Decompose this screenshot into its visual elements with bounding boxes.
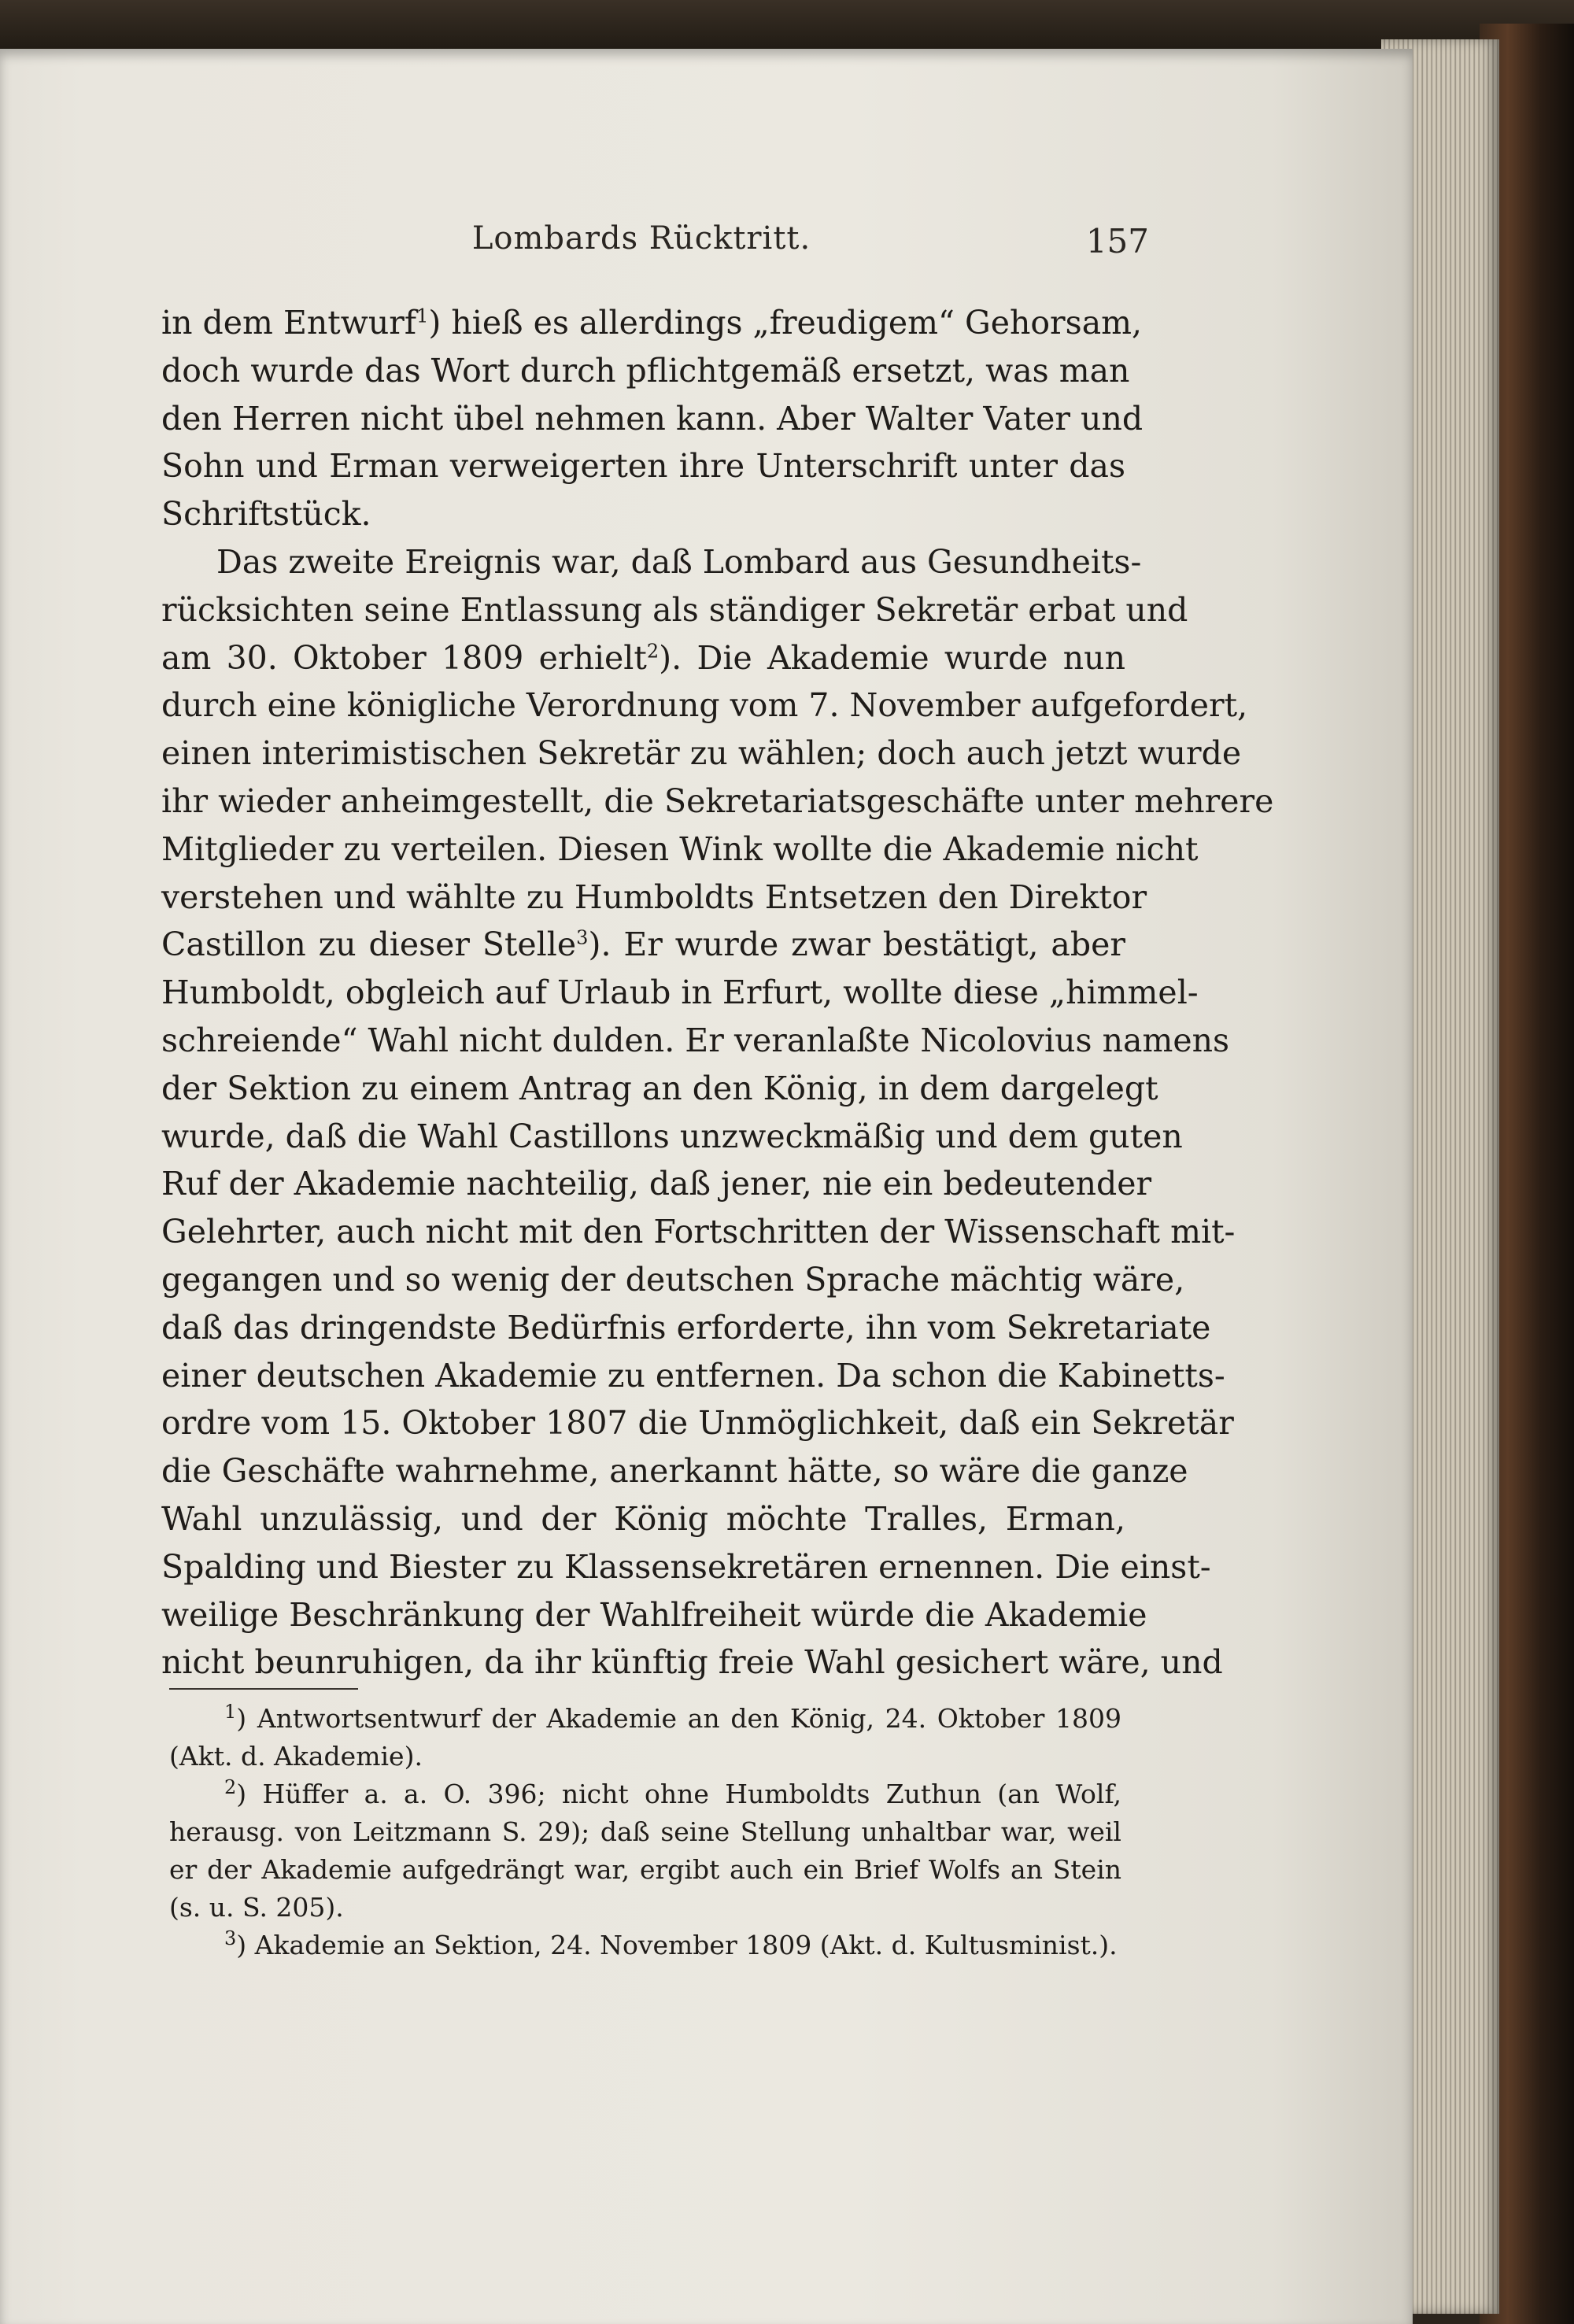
text-line: den Herren nicht übel nehmen kann. Aber Walter Vater und xyxy=(161,399,1144,438)
text-line: einen interimistischen Sekretär zu wählen; doch auch jetzt wurde xyxy=(161,734,1242,773)
text-line: durch eine königliche Verordnung vom 7. November aufgefordert, xyxy=(161,686,1248,725)
footnote-line: $^1$) Antwortsentwurf der Akademie an den König, 24. Oktober 1809 xyxy=(224,1701,1121,1734)
body-text xyxy=(161,299,1274,1687)
text-line: weilige Beschränkung der Wahlfreiheit würde die Akademie xyxy=(161,1595,1147,1634)
running-title: Lombards Rücktritt. xyxy=(471,220,811,257)
footnote-line: $^2$) Hüffer a. a. O. 396; nicht ohne Humboldts Zuthun (an Wolf, xyxy=(224,1776,1121,1809)
text-line: Gelehrter, auch nicht mit den Fortschritten der Wissenschaft mit- xyxy=(161,1213,1236,1251)
photo-backdrop-top xyxy=(0,0,1574,55)
text-line: Castillon zu dieser Stelle$^3$). Er wurde zwar bestätigt, aber xyxy=(161,926,1125,964)
footnote-marker: 3 xyxy=(224,1927,237,1949)
text-line: am 30. Oktober 1809 erhielt$^2$). Die Akademie wurde nun xyxy=(161,638,1125,677)
footnote-line: $^3$) Akademie an Sektion, 24. November 1809 (Akt. d. Kultusminist.). xyxy=(224,1927,1118,1960)
text-line: Das zweite Ereignis war, daß Lombard aus Gesundheits- xyxy=(216,542,1142,581)
text-line: Schriftstück. xyxy=(161,495,371,534)
text-line: ordre vom 15. Oktober 1807 die Unmöglichkeit, daß ein Sekretär xyxy=(161,1404,1234,1443)
text-line: verstehen und wählte zu Humboldts Entsetzen den Direktor xyxy=(161,878,1147,916)
text-line: einer deutschen Akademie zu entfernen. Da schon die Kabinetts- xyxy=(161,1356,1225,1395)
text-line: Ruf der Akademie nachteilig, daß jener, nie ein bedeutender xyxy=(161,1165,1152,1203)
text-line: die Geschäfte wahrnehme, anerkannt hätte, so wäre die ganze xyxy=(161,1452,1188,1491)
footnote-line: er der Akademie aufgedrängt war, ergibt auch ein Brief Wolfs an Stein xyxy=(169,1854,1121,1885)
text-line: ihr wieder anheimgestellt, die Sekretariatsgeschäfte unter mehrere xyxy=(161,781,1274,820)
text-line: in dem Entwurf$^1$) hieß es allerdings „freudigem“ Gehorsam, xyxy=(161,304,1143,342)
footnote-ref[interactable]: 2 xyxy=(646,639,660,662)
text-line: doch wurde das Wort durch pflichtgemäß ersetzt, was man xyxy=(161,351,1130,390)
footnote-rule xyxy=(169,1688,358,1690)
text-line: der Sektion zu einem Antrag an den König, in dem dargelegt xyxy=(161,1069,1158,1107)
text-line: schreiende“ Wahl nicht dulden. Er veranlaßte Nicolovius namens xyxy=(161,1021,1230,1059)
page-number: 157 xyxy=(1085,222,1149,260)
footnotes xyxy=(169,1700,1121,1964)
footnote-line: (s. u. S. 205). xyxy=(169,1892,344,1923)
footnote-line: herausg. von Leitzmann S. 29); daß seine Stellung unhaltbar war, weil xyxy=(169,1816,1121,1847)
text-line: Wahl unzulässig, und der König möchte Tralles, Erman, xyxy=(161,1499,1125,1538)
text-line: wurde, daß die Wahl Castillons unzweckmäßig und dem guten xyxy=(161,1117,1183,1155)
text-line: Spalding und Biester zu Klassensekretären ernennen. Die einst- xyxy=(161,1547,1211,1586)
footnote-ref[interactable]: 1 xyxy=(416,305,429,327)
text-line: nicht beunruhigen, da ihr künftig freie Wahl gesichert wäre, und xyxy=(161,1643,1223,1682)
text-line: Humboldt, obgleich auf Urlaub in Erfurt, wollte diese „himmel- xyxy=(161,974,1199,1012)
text-line: rücksichten seine Entlassung als ständiger Sekretär erbat und xyxy=(161,590,1188,629)
footnote-line: (Akt. d. Akademie). xyxy=(169,1741,423,1772)
text-line: gegangen und so wenig der deutschen Sprache mächtig wäre, xyxy=(161,1260,1185,1299)
footnote-ref[interactable]: 3 xyxy=(576,926,589,949)
text-line: Mitglieder zu verteilen. Diesen Wink wollte die Akademie nicht xyxy=(161,829,1199,868)
text-line: Sohn und Erman verweigerten ihre Unterschrift unter das xyxy=(161,447,1125,486)
footnote-marker: 1 xyxy=(224,1701,237,1723)
running-header xyxy=(161,220,1121,257)
text-line: daß das dringendste Bedürfnis erforderte, ihn vom Sekretariate xyxy=(161,1308,1211,1347)
footnote-marker: 2 xyxy=(224,1776,237,1798)
